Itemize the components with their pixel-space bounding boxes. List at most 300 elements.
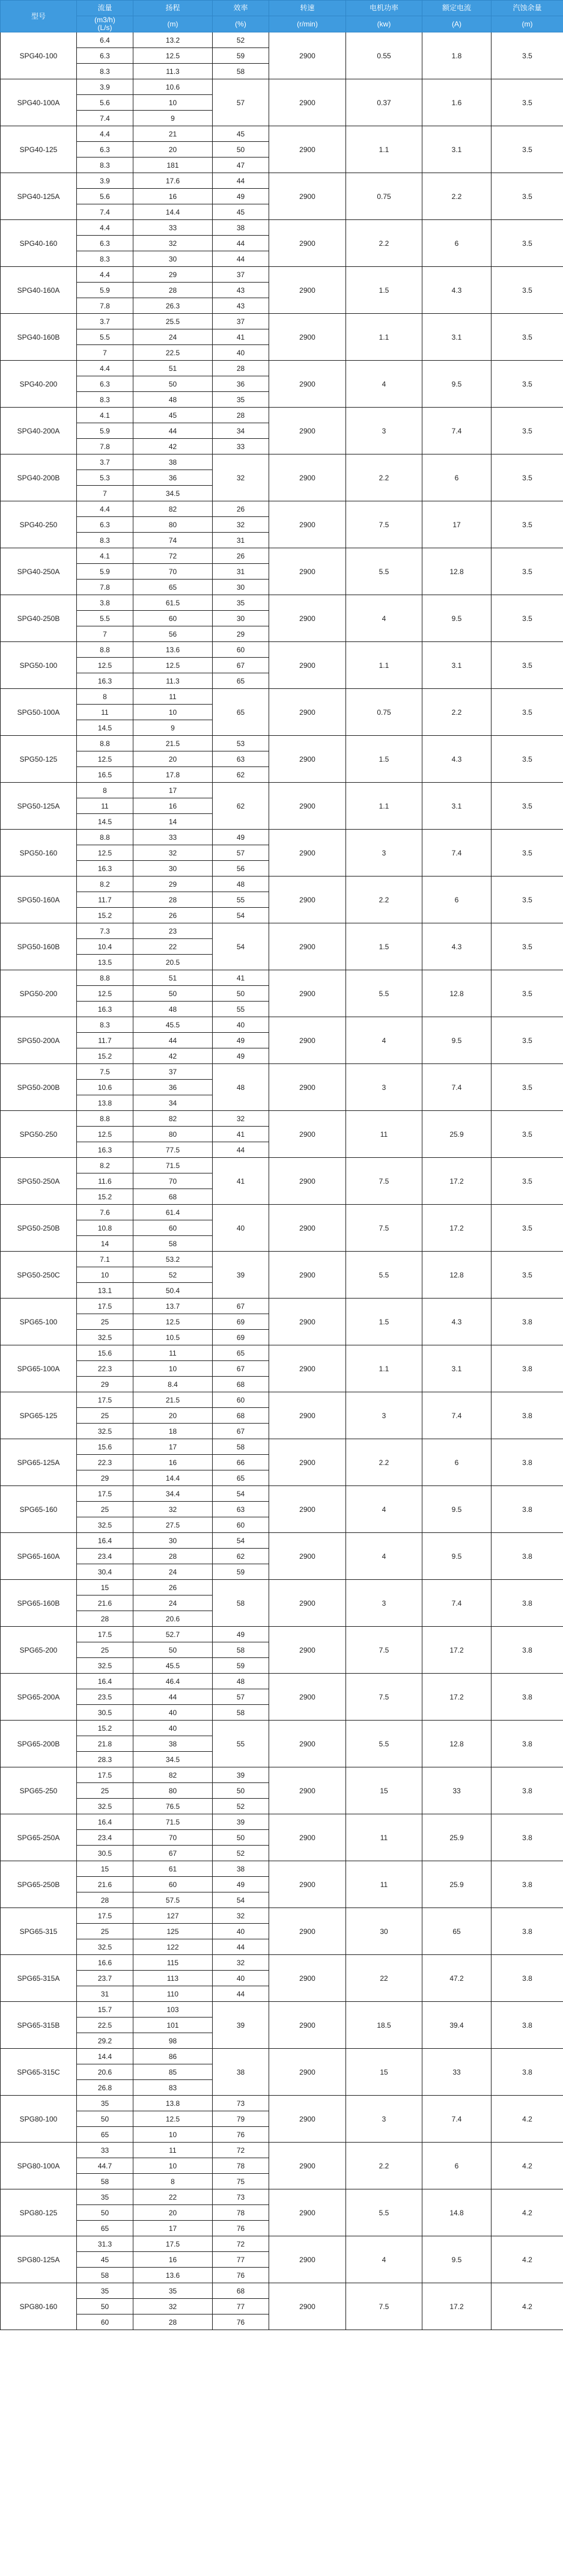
head-cell: 30	[133, 251, 213, 267]
head-cell: 20.5	[133, 955, 213, 970]
efficiency-cell: 45	[213, 126, 269, 142]
head-cell: 65	[133, 580, 213, 595]
flow-cell: 3.9	[77, 79, 133, 95]
head-cell: 16	[133, 2252, 213, 2268]
header-model: 型号	[1, 1, 77, 32]
efficiency-cell: 73	[213, 2096, 269, 2111]
head-cell: 52	[133, 1267, 213, 1283]
motor-power-cell: 2.2	[346, 220, 422, 267]
model-cell: SPG65-160A	[1, 1533, 77, 1580]
flow-cell: 32.5	[77, 1658, 133, 1674]
flow-cell: 3.9	[77, 173, 133, 189]
motor-power-cell: 15	[346, 1767, 422, 1814]
efficiency-cell: 40	[213, 1017, 269, 1033]
head-cell: 10	[133, 95, 213, 111]
flow-cell: 5.6	[77, 95, 133, 111]
head-cell: 17.5	[133, 2236, 213, 2252]
table-row	[1, 1064, 563, 1080]
speed-cell: 2900	[269, 830, 346, 877]
rated-current-cell: 47.2	[422, 1955, 491, 2002]
model-cell: SPG80-100A	[1, 2143, 77, 2189]
motor-power-cell: 15	[346, 2049, 422, 2096]
npsh-cell: 3.5	[491, 877, 563, 923]
npsh-cell: 3.8	[491, 1767, 563, 1814]
flow-cell: 5.5	[77, 611, 133, 626]
flow-cell: 28.3	[77, 1752, 133, 1767]
rated-current-cell: 7.4	[422, 408, 491, 454]
head-cell: 71.5	[133, 1158, 213, 1173]
flow-cell: 8.3	[77, 533, 133, 548]
flow-cell: 15.6	[77, 1439, 133, 1455]
efficiency-cell: 50	[213, 1783, 269, 1799]
flow-unit-ls: (L/s)	[97, 23, 112, 32]
rated-current-cell: 4.3	[422, 923, 491, 970]
flow-cell: 25	[77, 1314, 133, 1330]
header-flow-unit	[77, 16, 133, 32]
efficiency-cell: 40	[213, 1205, 269, 1252]
flow-cell: 23.7	[77, 1971, 133, 1986]
head-cell: 13.6	[133, 2268, 213, 2283]
efficiency-cell: 57	[213, 845, 269, 861]
efficiency-cell: 54	[213, 923, 269, 970]
flow-cell: 7	[77, 345, 133, 361]
table-row	[1, 1674, 563, 1689]
npsh-cell: 3.5	[491, 1205, 563, 1252]
head-cell: 12.5	[133, 1314, 213, 1330]
speed-cell: 2900	[269, 361, 346, 408]
model-cell: SPG65-315	[1, 1908, 77, 1955]
flow-cell: 4.4	[77, 267, 133, 283]
model-cell: SPG65-200	[1, 1627, 77, 1674]
model-cell: SPG50-125	[1, 736, 77, 783]
flow-cell: 8.3	[77, 251, 133, 267]
rated-current-cell: 3.1	[422, 1345, 491, 1392]
speed-cell: 2900	[269, 1158, 346, 1205]
model-cell: SPG50-200	[1, 970, 77, 1017]
table-row	[1, 689, 563, 705]
head-cell: 60	[133, 611, 213, 626]
npsh-cell: 3.5	[491, 923, 563, 970]
flow-cell: 14.5	[77, 814, 133, 830]
head-cell: 32	[133, 1502, 213, 1517]
rated-current-cell: 33	[422, 2049, 491, 2096]
flow-cell: 11	[77, 798, 133, 814]
rated-current-cell: 25.9	[422, 1861, 491, 1908]
table-row	[1, 126, 563, 142]
efficiency-cell: 58	[213, 1439, 269, 1455]
flow-cell: 5.9	[77, 564, 133, 580]
efficiency-cell: 54	[213, 1486, 269, 1502]
flow-cell: 8.8	[77, 642, 133, 658]
npsh-cell: 3.8	[491, 1955, 563, 2002]
flow-cell: 30.5	[77, 1846, 133, 1861]
efficiency-cell: 76	[213, 2314, 269, 2330]
model-cell: SPG65-100	[1, 1299, 77, 1345]
model-cell: SPG50-125A	[1, 783, 77, 830]
flow-cell: 12.5	[77, 751, 133, 767]
flow-cell: 15.7	[77, 2002, 133, 2018]
npsh-cell: 3.5	[491, 173, 563, 220]
efficiency-cell: 28	[213, 408, 269, 423]
table-row	[1, 1627, 563, 1642]
flow-cell: 26.8	[77, 2080, 133, 2096]
efficiency-cell: 68	[213, 1377, 269, 1392]
flow-cell: 17.5	[77, 1486, 133, 1502]
head-cell: 11	[133, 1345, 213, 1361]
efficiency-cell: 35	[213, 392, 269, 408]
table-row	[1, 2236, 563, 2252]
table-row	[1, 454, 563, 470]
rated-current-cell: 17.2	[422, 1158, 491, 1205]
flow-cell: 7.4	[77, 111, 133, 126]
efficiency-cell: 38	[213, 220, 269, 236]
head-cell: 14.4	[133, 1470, 213, 1486]
rated-current-cell: 3.1	[422, 642, 491, 689]
rated-current-cell: 6	[422, 220, 491, 267]
flow-cell: 17.5	[77, 1392, 133, 1408]
motor-power-cell: 1.5	[346, 736, 422, 783]
flow-cell: 15.2	[77, 1048, 133, 1064]
flow-cell: 50	[77, 2299, 133, 2314]
npsh-cell: 3.8	[491, 1392, 563, 1439]
head-cell: 24	[133, 1564, 213, 1580]
model-cell: SPG50-250B	[1, 1205, 77, 1252]
table-row	[1, 1392, 563, 1408]
flow-cell: 8.8	[77, 736, 133, 751]
head-cell: 42	[133, 1048, 213, 1064]
efficiency-cell: 32	[213, 1111, 269, 1127]
header-motor-power-unit: (kw)	[346, 16, 422, 32]
speed-cell: 2900	[269, 2002, 346, 2049]
speed-cell: 2900	[269, 2283, 346, 2330]
head-cell: 115	[133, 1955, 213, 1971]
head-cell: 16	[133, 1455, 213, 1470]
motor-power-cell: 11	[346, 1814, 422, 1861]
motor-power-cell: 22	[346, 1955, 422, 2002]
table-row	[1, 1486, 563, 1502]
flow-cell: 21.8	[77, 1736, 133, 1752]
npsh-cell: 3.8	[491, 1439, 563, 1486]
efficiency-cell: 32	[213, 454, 269, 501]
model-cell: SPG80-100	[1, 2096, 77, 2143]
flow-cell: 31	[77, 1986, 133, 2002]
efficiency-cell: 54	[213, 908, 269, 923]
npsh-cell: 3.5	[491, 501, 563, 548]
flow-cell: 11.6	[77, 1173, 133, 1189]
model-cell: SPG40-200A	[1, 408, 77, 454]
efficiency-cell: 58	[213, 1580, 269, 1627]
speed-cell: 2900	[269, 736, 346, 783]
rated-current-cell: 7.4	[422, 1580, 491, 1627]
head-cell: 36	[133, 470, 213, 486]
flow-cell: 29	[77, 1470, 133, 1486]
head-cell: 12.5	[133, 48, 213, 64]
head-cell: 13.8	[133, 2096, 213, 2111]
motor-power-cell: 0.37	[346, 79, 422, 126]
head-cell: 68	[133, 1189, 213, 1205]
flow-cell: 11	[77, 705, 133, 720]
table-row	[1, 314, 563, 329]
speed-cell: 2900	[269, 1814, 346, 1861]
head-cell: 32	[133, 2299, 213, 2314]
table-row	[1, 2049, 563, 2064]
efficiency-cell: 28	[213, 361, 269, 376]
motor-power-cell: 3	[346, 1064, 422, 1111]
efficiency-cell: 44	[213, 236, 269, 251]
flow-cell: 22.5	[77, 2018, 133, 2033]
table-row	[1, 32, 563, 48]
head-cell: 32	[133, 845, 213, 861]
flow-cell: 8.2	[77, 877, 133, 892]
rated-current-cell: 17.2	[422, 1627, 491, 1674]
speed-cell: 2900	[269, 2049, 346, 2096]
rated-current-cell: 65	[422, 1908, 491, 1955]
head-cell: 86	[133, 2049, 213, 2064]
motor-power-cell: 18.5	[346, 2002, 422, 2049]
head-cell: 21	[133, 126, 213, 142]
npsh-cell: 3.5	[491, 314, 563, 361]
head-cell: 34.4	[133, 1486, 213, 1502]
efficiency-cell: 55	[213, 1002, 269, 1017]
motor-power-cell: 3	[346, 2096, 422, 2143]
flow-cell: 12.5	[77, 845, 133, 861]
table-row	[1, 173, 563, 189]
npsh-cell: 3.8	[491, 2002, 563, 2049]
table-row	[1, 1955, 563, 1971]
head-cell: 8.4	[133, 1377, 213, 1392]
flow-cell: 32.5	[77, 1424, 133, 1439]
head-cell: 14.4	[133, 204, 213, 220]
speed-cell: 2900	[269, 1299, 346, 1345]
head-cell: 16	[133, 189, 213, 204]
npsh-cell: 3.5	[491, 1158, 563, 1205]
speed-cell: 2900	[269, 1111, 346, 1158]
motor-power-cell: 0.55	[346, 32, 422, 79]
flow-cell: 5.9	[77, 423, 133, 439]
head-cell: 82	[133, 1767, 213, 1783]
model-cell: SPG65-200B	[1, 1721, 77, 1767]
npsh-cell: 4.2	[491, 2143, 563, 2189]
motor-power-cell: 4	[346, 1486, 422, 1533]
model-cell: SPG50-250	[1, 1111, 77, 1158]
efficiency-cell: 39	[213, 1814, 269, 1830]
table-row	[1, 1345, 563, 1361]
npsh-cell: 3.5	[491, 1064, 563, 1111]
flow-cell: 32.5	[77, 1939, 133, 1955]
flow-cell: 15.6	[77, 1345, 133, 1361]
head-cell: 67	[133, 1846, 213, 1861]
motor-power-cell: 3	[346, 1580, 422, 1627]
model-cell: SPG50-200A	[1, 1017, 77, 1064]
efficiency-cell: 54	[213, 1892, 269, 1908]
npsh-cell: 3.5	[491, 783, 563, 830]
speed-cell: 2900	[269, 1486, 346, 1533]
flow-cell: 15.2	[77, 1721, 133, 1736]
flow-cell: 25	[77, 1502, 133, 1517]
rated-current-cell: 25.9	[422, 1111, 491, 1158]
efficiency-cell: 58	[213, 1642, 269, 1658]
speed-cell: 2900	[269, 1252, 346, 1299]
flow-cell: 28	[77, 1611, 133, 1627]
motor-power-cell: 7.5	[346, 2283, 422, 2330]
head-cell: 56	[133, 626, 213, 642]
rated-current-cell: 3.1	[422, 783, 491, 830]
npsh-cell: 3.8	[491, 1908, 563, 1955]
head-cell: 14	[133, 814, 213, 830]
head-cell: 17	[133, 1439, 213, 1455]
efficiency-cell: 37	[213, 314, 269, 329]
efficiency-cell: 44	[213, 1986, 269, 2002]
flow-cell: 5.5	[77, 329, 133, 345]
npsh-cell: 3.5	[491, 1017, 563, 1064]
head-cell: 50.4	[133, 1283, 213, 1299]
head-cell: 58	[133, 1236, 213, 1252]
flow-cell: 7.5	[77, 1064, 133, 1080]
head-cell: 42	[133, 439, 213, 454]
head-cell: 51	[133, 970, 213, 986]
rated-current-cell: 6	[422, 1439, 491, 1486]
efficiency-cell: 50	[213, 1830, 269, 1846]
header-speed-unit: (r/min)	[269, 16, 346, 32]
head-cell: 53.2	[133, 1252, 213, 1267]
head-cell: 10.5	[133, 1330, 213, 1345]
npsh-cell: 4.2	[491, 2189, 563, 2236]
flow-cell: 13.8	[77, 1095, 133, 1111]
npsh-cell: 3.5	[491, 267, 563, 314]
flow-cell: 8.8	[77, 970, 133, 986]
efficiency-cell: 53	[213, 736, 269, 751]
efficiency-cell: 60	[213, 642, 269, 658]
efficiency-cell: 57	[213, 1689, 269, 1705]
efficiency-cell: 44	[213, 173, 269, 189]
model-cell: SPG50-200B	[1, 1064, 77, 1111]
head-cell: 11.3	[133, 64, 213, 79]
table-row	[1, 595, 563, 611]
table-row	[1, 1908, 563, 1924]
motor-power-cell: 4	[346, 1533, 422, 1580]
efficiency-cell: 69	[213, 1314, 269, 1330]
npsh-cell: 3.5	[491, 642, 563, 689]
head-cell: 21.5	[133, 736, 213, 751]
speed-cell: 2900	[269, 79, 346, 126]
efficiency-cell: 60	[213, 1517, 269, 1533]
rated-current-cell: 12.8	[422, 970, 491, 1017]
flow-cell: 3.7	[77, 314, 133, 329]
flow-cell: 12.5	[77, 658, 133, 673]
head-cell: 48	[133, 1002, 213, 1017]
flow-cell: 13.1	[77, 1283, 133, 1299]
flow-cell: 14.4	[77, 2049, 133, 2064]
head-cell: 45.5	[133, 1017, 213, 1033]
motor-power-cell: 2.2	[346, 2143, 422, 2189]
efficiency-cell: 41	[213, 329, 269, 345]
rated-current-cell: 4.3	[422, 267, 491, 314]
head-cell: 29	[133, 877, 213, 892]
efficiency-cell: 65	[213, 1470, 269, 1486]
flow-cell: 8.3	[77, 158, 133, 173]
npsh-cell: 3.8	[491, 1486, 563, 1533]
header-rated-current: 额定电流	[422, 1, 491, 16]
rated-current-cell: 12.8	[422, 1252, 491, 1299]
head-cell: 28	[133, 892, 213, 908]
table-row	[1, 1299, 563, 1314]
flow-cell: 4.4	[77, 501, 133, 517]
rated-current-cell: 17.2	[422, 1674, 491, 1721]
flow-cell: 33	[77, 2143, 133, 2158]
efficiency-cell: 43	[213, 298, 269, 314]
motor-power-cell: 5.5	[346, 1721, 422, 1767]
efficiency-cell: 68	[213, 2283, 269, 2299]
rated-current-cell: 2.2	[422, 689, 491, 736]
flow-cell: 6.3	[77, 236, 133, 251]
table-row	[1, 736, 563, 751]
head-cell: 98	[133, 2033, 213, 2049]
flow-cell: 29	[77, 1377, 133, 1392]
speed-cell: 2900	[269, 1955, 346, 2002]
head-cell: 70	[133, 1830, 213, 1846]
flow-cell: 3.8	[77, 595, 133, 611]
motor-power-cell: 2.2	[346, 1439, 422, 1486]
npsh-cell: 3.5	[491, 126, 563, 173]
flow-cell: 32.5	[77, 1517, 133, 1533]
flow-cell: 60	[77, 2314, 133, 2330]
head-cell: 122	[133, 1939, 213, 1955]
head-cell: 24	[133, 329, 213, 345]
npsh-cell: 3.8	[491, 1299, 563, 1345]
table-row	[1, 1533, 563, 1549]
head-cell: 16	[133, 798, 213, 814]
head-cell: 50	[133, 376, 213, 392]
npsh-cell: 3.8	[491, 1674, 563, 1721]
model-cell: SPG40-250A	[1, 548, 77, 595]
flow-cell: 11.7	[77, 1033, 133, 1048]
efficiency-cell: 76	[213, 2221, 269, 2236]
efficiency-cell: 50	[213, 986, 269, 1002]
efficiency-cell: 38	[213, 1861, 269, 1877]
motor-power-cell: 3	[346, 408, 422, 454]
efficiency-cell: 40	[213, 345, 269, 361]
head-cell: 11	[133, 2143, 213, 2158]
head-cell: 38	[133, 1736, 213, 1752]
head-cell: 74	[133, 533, 213, 548]
head-cell: 9	[133, 720, 213, 736]
head-cell: 50	[133, 986, 213, 1002]
head-cell: 44	[133, 1033, 213, 1048]
header-head-unit: (m)	[133, 16, 213, 32]
efficiency-cell: 54	[213, 1533, 269, 1549]
model-cell: SPG65-200A	[1, 1674, 77, 1721]
table-row	[1, 361, 563, 376]
model-cell: SPG40-160	[1, 220, 77, 267]
efficiency-cell: 26	[213, 548, 269, 564]
efficiency-cell: 67	[213, 1299, 269, 1314]
efficiency-cell: 49	[213, 1627, 269, 1642]
flow-cell: 31.3	[77, 2236, 133, 2252]
model-cell: SPG50-160	[1, 830, 77, 877]
efficiency-cell: 59	[213, 1658, 269, 1674]
head-cell: 28	[133, 283, 213, 298]
efficiency-cell: 36	[213, 376, 269, 392]
speed-cell: 2900	[269, 1205, 346, 1252]
head-cell: 30	[133, 1533, 213, 1549]
table-row	[1, 2143, 563, 2158]
table-row	[1, 2283, 563, 2299]
model-cell: SPG40-125	[1, 126, 77, 173]
speed-cell: 2900	[269, 1767, 346, 1814]
flow-cell: 7.6	[77, 1205, 133, 1220]
flow-cell: 32.5	[77, 1799, 133, 1814]
head-cell: 80	[133, 1783, 213, 1799]
